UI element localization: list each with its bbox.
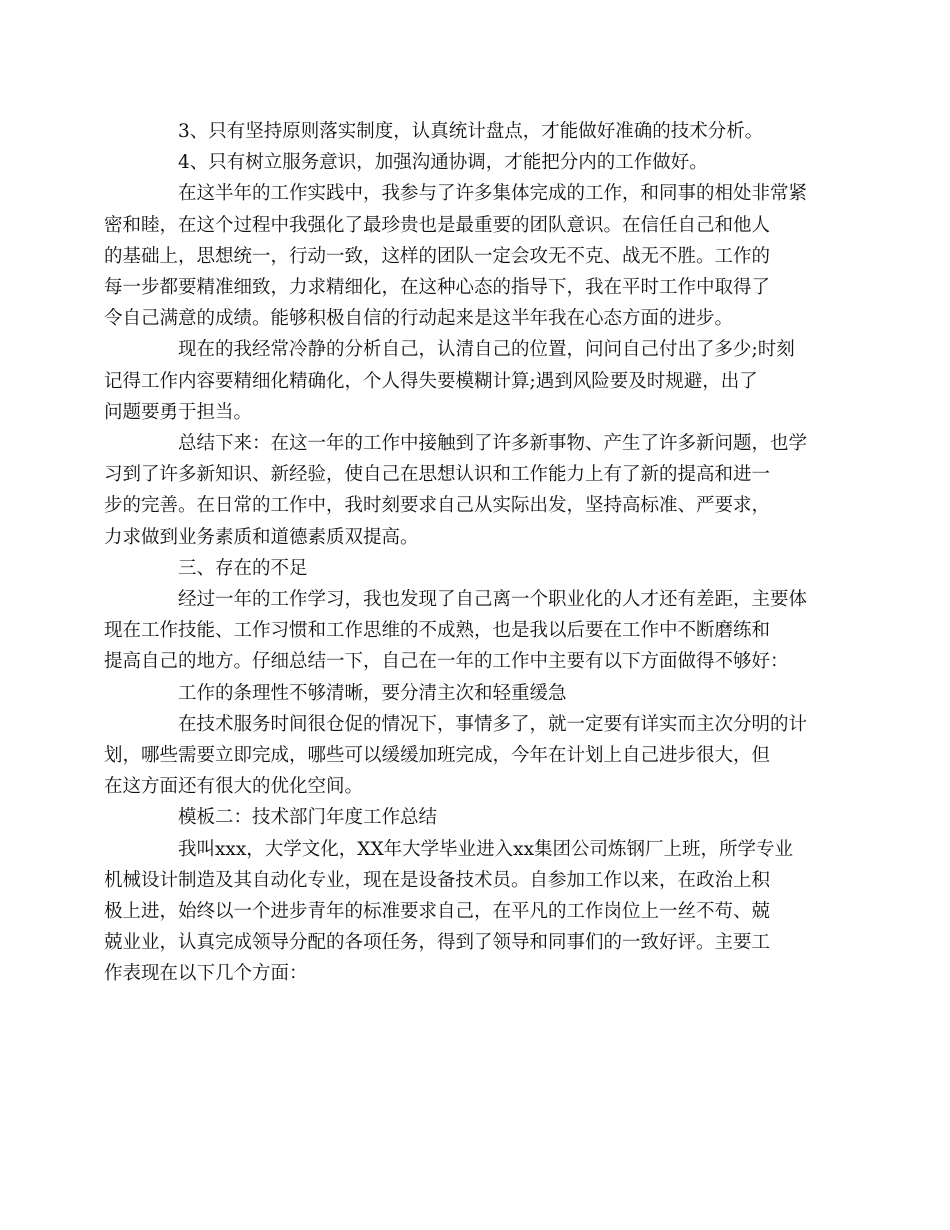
text-line: 3、只有坚持原则落实制度，认真统计盘点，才能做好准确的技术分析。: [178, 121, 764, 142]
text-line: 模板二：技术部门年度工作总结: [178, 807, 438, 829]
text-line: 在技术服务时间很仓促的情况下，事情多了，就一定要有详实而主次分明的计: [178, 713, 808, 735]
text-line: 的基础上，思想统一，行动一致，这样的团队一定会攻无不克、战无不胜。工作的: [104, 245, 771, 267]
paragraph-point-4: [141, 147, 817, 178]
paragraph-teamwork: [104, 178, 817, 334]
paragraph-introduction: [104, 834, 817, 990]
paragraph-planning: [104, 709, 817, 803]
text-line: 三、存在的不足: [178, 557, 308, 579]
paragraph-point-3: [141, 116, 817, 147]
text-line: 步的完善。在日常的工作中，我时刻要求自己从实际出发，坚持高标准、严要求，: [104, 495, 771, 517]
text-line: 划，哪些需要立即完成，哪些可以缓缓加班完成，今年在计划上自己进步很大，但: [104, 745, 771, 767]
paragraph-self-analysis: [104, 334, 817, 428]
text-line: 密和睦，在这个过程中我强化了最珍贵也是最重要的团队意识。在信任自己和他人: [104, 214, 771, 236]
text-line: 在这半年的工作实践中，我参与了许多集体完成的工作，和同事的相处非常紧: [178, 183, 808, 205]
text-line: 每一步都要精准细致，力求精细化，在这种心态的指导下，我在平时工作中取得了: [104, 277, 771, 299]
paragraph-shortcomings: [104, 584, 817, 678]
text-line: 4、只有树立服务意识，加强沟通协调，才能把分内的工作做好。: [178, 152, 708, 174]
text-line: 经过一年的工作学习，我也发现了自己离一个职业化的人才还有差距，主要体: [178, 589, 808, 611]
text-line: 问题要勇于担当。: [104, 401, 253, 423]
text-line: 记得工作内容要精细化精确化，个人得失要模糊计算;遇到风险要及时规避，出了: [104, 370, 758, 392]
text-line: 习到了许多新知识、新经验，使自己在思想认识和工作能力上有了新的提高和进一: [104, 464, 771, 486]
text-line: 总结下来：在这一年的工作中接触到了许多新事物、产生了许多新问题，也学: [178, 433, 808, 455]
text-line: 在这方面还有很大的优化空间。: [104, 776, 364, 798]
text-line: 工作的条理性不够清晰，要分清主次和轻重缓急: [178, 682, 567, 704]
text-line: 令自己满意的成绩。能够积极自信的行动起来是这半年我在心态方面的进步。: [104, 308, 734, 330]
text-line: 极上进，始终以一个进步青年的标准要求自己，在平凡的工作岗位上一丝不苟、兢: [104, 901, 771, 923]
text-line: 现在的我经常冷静的分析自己，认清自己的位置，问问自己付出了多少;时刻: [178, 339, 795, 361]
text-line: 兢业业，认真完成领导分配的各项任务，得到了领导和同事们的一致好评。主要工: [104, 932, 771, 954]
section-heading-shortcomings: [141, 553, 817, 584]
document-body: [104, 116, 817, 990]
text-line: 作表现在以下几个方面：: [104, 963, 308, 985]
paragraph-organization: [141, 678, 817, 709]
text-line: 力求做到业务素质和道德素质双提高。: [104, 526, 419, 548]
text-line: 现在工作技能、工作习惯和工作思维的不成熟，也是我以后要在工作中不断磨练和: [104, 620, 771, 642]
text-line: 提高自己的地方。仔细总结一下，自己在一年的工作中主要有以下方面做得不够好：: [104, 651, 789, 673]
text-line: 我叫xxx，大学文化，XX年大学毕业进入xx集团公司炼钢厂上班，所学专业: [178, 838, 794, 860]
paragraph-summary: [104, 428, 817, 553]
section-heading-template-two: [141, 802, 817, 833]
text-line: 机械设计制造及其自动化专业，现在是设备技术员。自参加工作以来，在政治上积: [104, 869, 771, 891]
